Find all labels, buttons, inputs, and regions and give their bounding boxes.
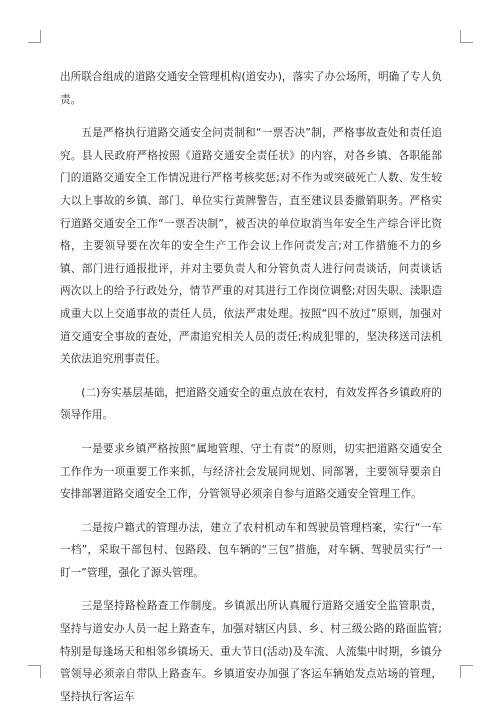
paragraph-continuation: 出所联合组成的道路交通安全管理机构(道安办)，落实了办公场所，明确了专人负责。 (60, 71, 442, 106)
paragraph-accountability: 五是严格执行道路交通安全问责制和“一票否决”制，严格事故查处和责任追究。县人民政府严格按照《道路交通安全责任状》的内容，对各乡镇、各职能部门的道路交通安全工作情况进行严格考核奖惩;对不作为或突破死亡人数、发生较大以上事故的乡镇、部门、单位实行黄牌警告，直至建议县委撤销职务。严格实行道路交通安全工作“一票否决制”，被否决的单位取消当年安全生产综合评比资格，主要领导要在次年的安全生产工作会议上作问责发言;对工作措施不力的乡镇、部门进行通报批评，并对主要负责人和分管负责人进行问责谈话，问责谈话两次以上的给予行政处分，情节严重的对其进行工作岗位调整;对因失职、渎职造成重大以上交通事故的责任人员，依法严肃处理。按照“四不放过”原则，加强对道交通安全事故的查处，严肃追究相关人员的责任;构成犯罪的，坚决移送司法机关依法追究刑事责任。 (60, 127, 442, 366)
paragraph-point-two: 二是按户籍式的管理办法，建立了农村机动车和驾驶员管理档案，实行“一车一档”，采取干部包村、包路段、包车辆的“三包”措施，对车辆、驾驶员实行“一盯一”管理，强化了源头管理。 (60, 521, 442, 579)
crop-mark-bottom-right (460, 665, 473, 678)
document-body (60, 66, 442, 719)
paragraph-point-one: 一是要求乡镇严格按照“属地管理、守土有责”的原则，切实把道路交通安全工作作为一项重要工作来抓，与经济社会发展同规划、同部署，主要领导要亲自安排部署道路交通安全工作，分管领导必须亲自参与道路交通安全管理工作。 (60, 442, 442, 501)
crop-mark-bottom-left (28, 665, 41, 678)
paragraph-point-three: 三是坚持路检路查工作制度。乡镇派出所认真履行道路交通安全监管职责，坚持与道安办人员一起上路查车，加强对辖区内县、乡、村三级公路的路面监管;特别是每逢场天和相邻乡镇场天、重大节日(活动)及车流、人流集中时期，乡镇分管领导必须亲自带队上路查车。乡镇道安办加强了客运车辆始发点站场的管理，坚持执行客运车 (60, 600, 442, 703)
paragraph-section-heading: (二)夯实基层基础，把道路交通安全的重点放在农村，有效发挥各乡镇政府的领导作用。 (60, 386, 442, 422)
crop-mark-top-right (460, 30, 473, 43)
crop-mark-top-left (28, 30, 41, 43)
